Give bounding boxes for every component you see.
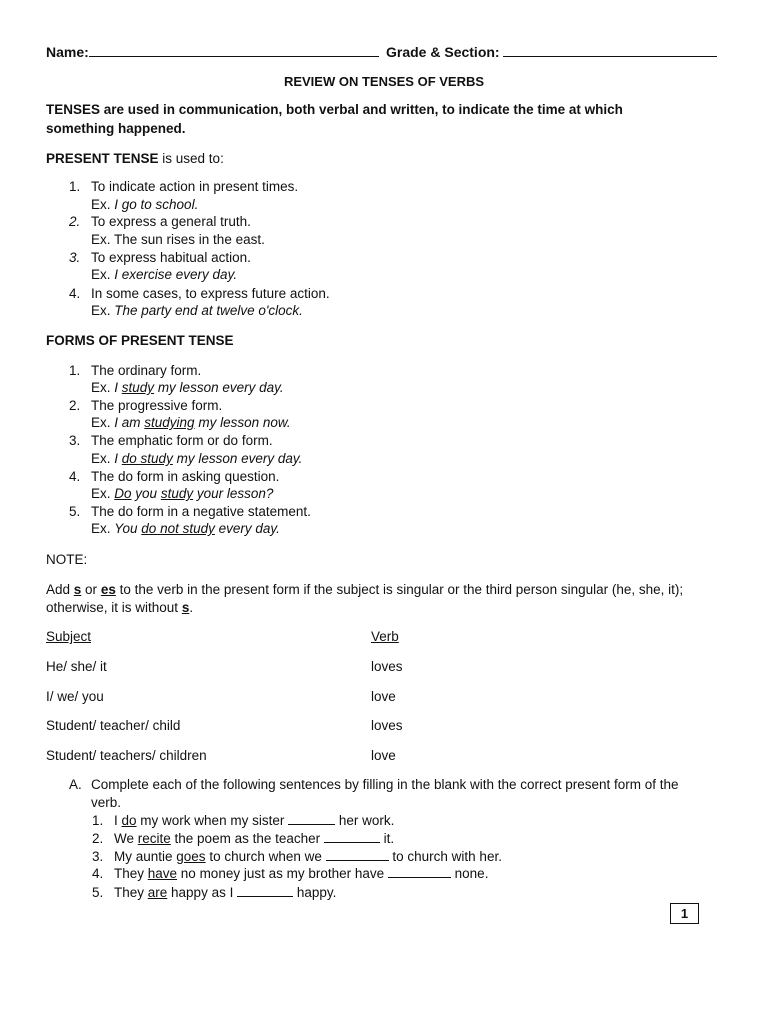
example-line: Ex. The sun rises in the east. [91,232,265,247]
example-line: Ex. I am studying my lesson now. [91,415,291,430]
table-cell-verb: love [371,748,396,763]
list-item: 3. To express habitual action. [69,250,251,265]
list-item: 2. The progressive form. [69,398,223,413]
column-header-verb: Verb [371,629,399,644]
answer-blank[interactable] [288,812,335,825]
grade-blank[interactable] [503,44,717,57]
table-cell-verb: loves [371,718,403,733]
intro-line-2: something happened. [46,121,186,136]
name-blank[interactable] [89,44,379,57]
note-label: NOTE: [46,552,88,567]
list-item: 3. The emphatic form or do form. [69,433,273,448]
grade-field-row [386,44,717,60]
exercise-item: 3. My auntie goes to church when we to church with her. [92,849,502,864]
answer-blank[interactable] [326,848,389,861]
list-item: 1. The ordinary form. [69,363,202,378]
list-item: 1. To indicate action in present times. [69,179,299,194]
example-line: Ex. You do not study every day. [91,521,280,536]
name-field-row [46,44,379,60]
note-paragraph-line-2: otherwise, it is without s. [46,600,194,615]
table-cell-subject: I/ we/ you [46,689,104,704]
table-cell-subject: He/ she/ it [46,659,107,674]
example-line: Ex. I exercise every day. [91,267,238,282]
exercise-instruction-line-1: A. Complete each of the following sentences by filling in the blank with the correct present form of the [69,777,679,792]
answer-blank[interactable] [388,865,451,878]
table-cell-verb: love [371,689,396,704]
grade-label: Grade & Section: [386,44,500,60]
intro-line-1: TENSES are used in communication, both verbal and written, to indicate the time at which [46,102,623,117]
example-line: Ex. The party end at twelve o'clock. [91,303,303,318]
example-line: Ex. I study my lesson every day. [91,380,284,395]
exercise-item: 4. They have no money just as my brother have none. [92,866,489,881]
exercise-item: 5. They are happy as I happy. [92,885,337,900]
name-label: Name: [46,44,89,60]
list-item: 4. The do form in asking question. [69,469,280,484]
note-paragraph-line-1: Add s or es to the verb in the present form if the subject is singular or the third person singular (he, she, it); [46,582,684,597]
answer-blank[interactable] [237,884,293,897]
present-tense-heading: PRESENT TENSE is used to: [46,151,224,166]
answer-blank[interactable] [324,830,380,843]
page-title: REVIEW ON TENSES OF VERBS [283,74,485,89]
table-cell-subject: Student/ teacher/ child [46,718,181,733]
exercise-item: 1. I do my work when my sister her work. [92,813,395,828]
list-item: 4. In some cases, to express future action. [69,286,330,301]
exercise-instruction-line-2: verb. [91,795,122,810]
example-line: Ex. Do you study your lesson? [91,486,274,501]
list-item: 2. To express a general truth. [69,214,251,229]
page-number: 1 [670,903,699,924]
forms-heading: FORMS OF PRESENT TENSE [46,333,234,348]
table-cell-verb: loves [371,659,403,674]
example-line: Ex. I do study my lesson every day. [91,451,303,466]
list-item: 5. The do form in a negative statement. [69,504,311,519]
example-line: Ex. I go to school. [91,197,199,212]
exercise-item: 2. We recite the poem as the teacher it. [92,831,395,846]
table-cell-subject: Student/ teachers/ children [46,748,207,763]
column-header-subject: Subject [46,629,92,644]
